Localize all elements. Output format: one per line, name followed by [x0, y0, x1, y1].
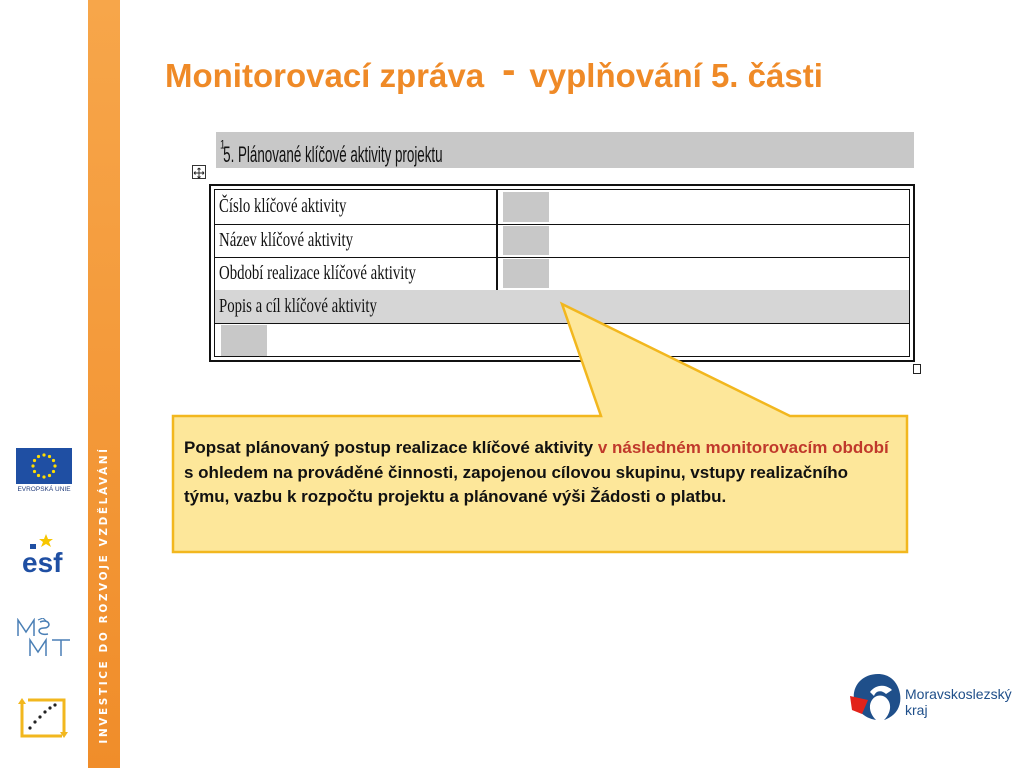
slide-title-part2: vyplňování 5. části: [529, 57, 823, 94]
form-section-heading-text: 5. Plánované klíčové aktivity projektu: [223, 142, 443, 167]
callout-text-part1: Popsat plánovaný postup realizace klíčové aktivity: [184, 438, 598, 457]
callout-text-part2: s ohledem na prováděné činnosti, zapojenou cílovou skupinu, vstupy realizačního týmu, vazbu k rozpočtu projektu a plánované výši Žádosti o platbu.: [184, 462, 849, 506]
slide-title-part1: Monitorovací zpráva: [165, 57, 485, 94]
row-label-activity-number: Číslo klíčové aktivity: [219, 195, 347, 217]
msk-logo-name: [905, 686, 1012, 718]
row-label-activity-name: Název klíčové aktivity: [219, 229, 353, 251]
sidebar-vertical-text: INVESTICE DO ROZVOJE VZDĚLÁVÁNÍ: [98, 446, 110, 744]
callout-highlight: v následném monitorovacím období: [597, 438, 889, 457]
slide-title-dash: -: [502, 48, 516, 92]
callout-text: [184, 436, 896, 510]
msk-logo-name-line1: Moravskoslezský: [905, 686, 1012, 702]
eu-logo-label: EVROPSKÁ UNIE: [17, 486, 71, 493]
row-label-activity-period: Období realizace klíčové aktivity: [219, 262, 416, 284]
esf-logo-text: esf: [22, 547, 63, 576]
msk-logo-name-line2: kraj: [905, 702, 928, 718]
row-label-activity-description: Popis a cíl klíčové aktivity: [219, 295, 377, 317]
footnote-marker: 1: [220, 137, 226, 152]
